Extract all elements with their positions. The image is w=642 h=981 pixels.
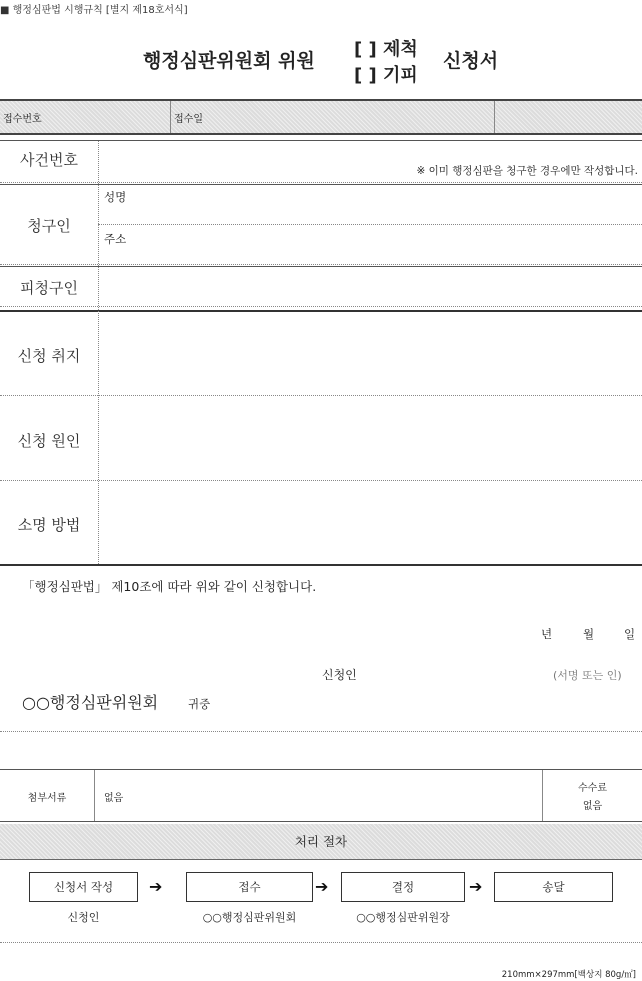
option-recusal: [ ] 제척 [354,39,418,60]
day-label: 일 [624,627,636,641]
case-number-note: ※ 이미 행정심판을 청구한 경우에만 작성합니다. [416,165,638,177]
receipt-bar [0,99,642,135]
evidence-label: 소명 방법 [17,516,81,534]
procedure-header [0,824,642,860]
cause-label: 신청 원인 [17,432,81,450]
paper-spec: 210mm×297mm[백상지 80g/㎡] [501,970,636,980]
purpose-field[interactable] [99,312,642,395]
month-label: 월 [583,627,595,641]
petitioner-name-label: 성명 [104,190,127,204]
procedure-title: 처리 절차 [294,834,348,849]
step-actor-committee: ○○행정심판위원회 [202,911,297,924]
evidence-field[interactable] [99,482,642,564]
petitioner-label: 청구인 [27,217,71,235]
title-main: 행정심판위원회 위원 [143,50,315,72]
step-actor-applicant: 신청인 [67,911,100,924]
honorific: 귀중 [188,697,211,711]
cause-field[interactable] [99,397,642,480]
sign-note: (서명 또는 인) [553,669,622,682]
purpose-label: 신청 취지 [17,347,81,365]
petitioner-address-field[interactable] [140,227,640,263]
arrow-right-icon: ➔ [149,877,163,896]
petitioner-name-field[interactable] [140,186,640,222]
receipt-date-label: 접수일 [174,114,203,125]
legal-statement: 「행정심판법」 제10조에 따라 위와 같이 신청합니다. [22,579,317,594]
applicant-label: 신청인 [322,668,357,682]
fee-value: 없음 [582,801,603,812]
respondent-label: 피청구인 [20,279,78,297]
form-title [0,30,642,86]
case-number-label: 사건번호 [20,151,78,169]
respondent-field[interactable] [99,268,642,306]
legal-reference: ■ 행정심판법 시행규칙 [별지 제18호서식] [0,5,188,16]
receipt-number-label: 접수번호 [3,114,42,125]
arrow-right-icon: ➔ [315,877,329,896]
arrow-right-icon: ➔ [469,877,483,896]
attachments-value: 없음 [104,793,124,804]
year-label: 년 [541,627,553,641]
step-decision: 결정 [341,872,465,902]
option-challenge: [ ] 기피 [354,65,418,86]
step-write-application: 신청서 작성 [29,872,138,902]
petitioner-address-label: 주소 [104,232,127,246]
signature-field[interactable] [378,662,548,684]
fee-label: 수수료 [578,783,607,794]
step-receipt: 접수 [186,872,313,902]
step-delivery: 송달 [494,872,613,902]
step-actor-chair: ○○행정심판위원장 [356,911,450,924]
attachments-label: 첨부서류 [27,793,67,804]
committee-name: ○○행정심판위원회 [22,693,159,712]
title-end: 신청서 [443,50,499,72]
